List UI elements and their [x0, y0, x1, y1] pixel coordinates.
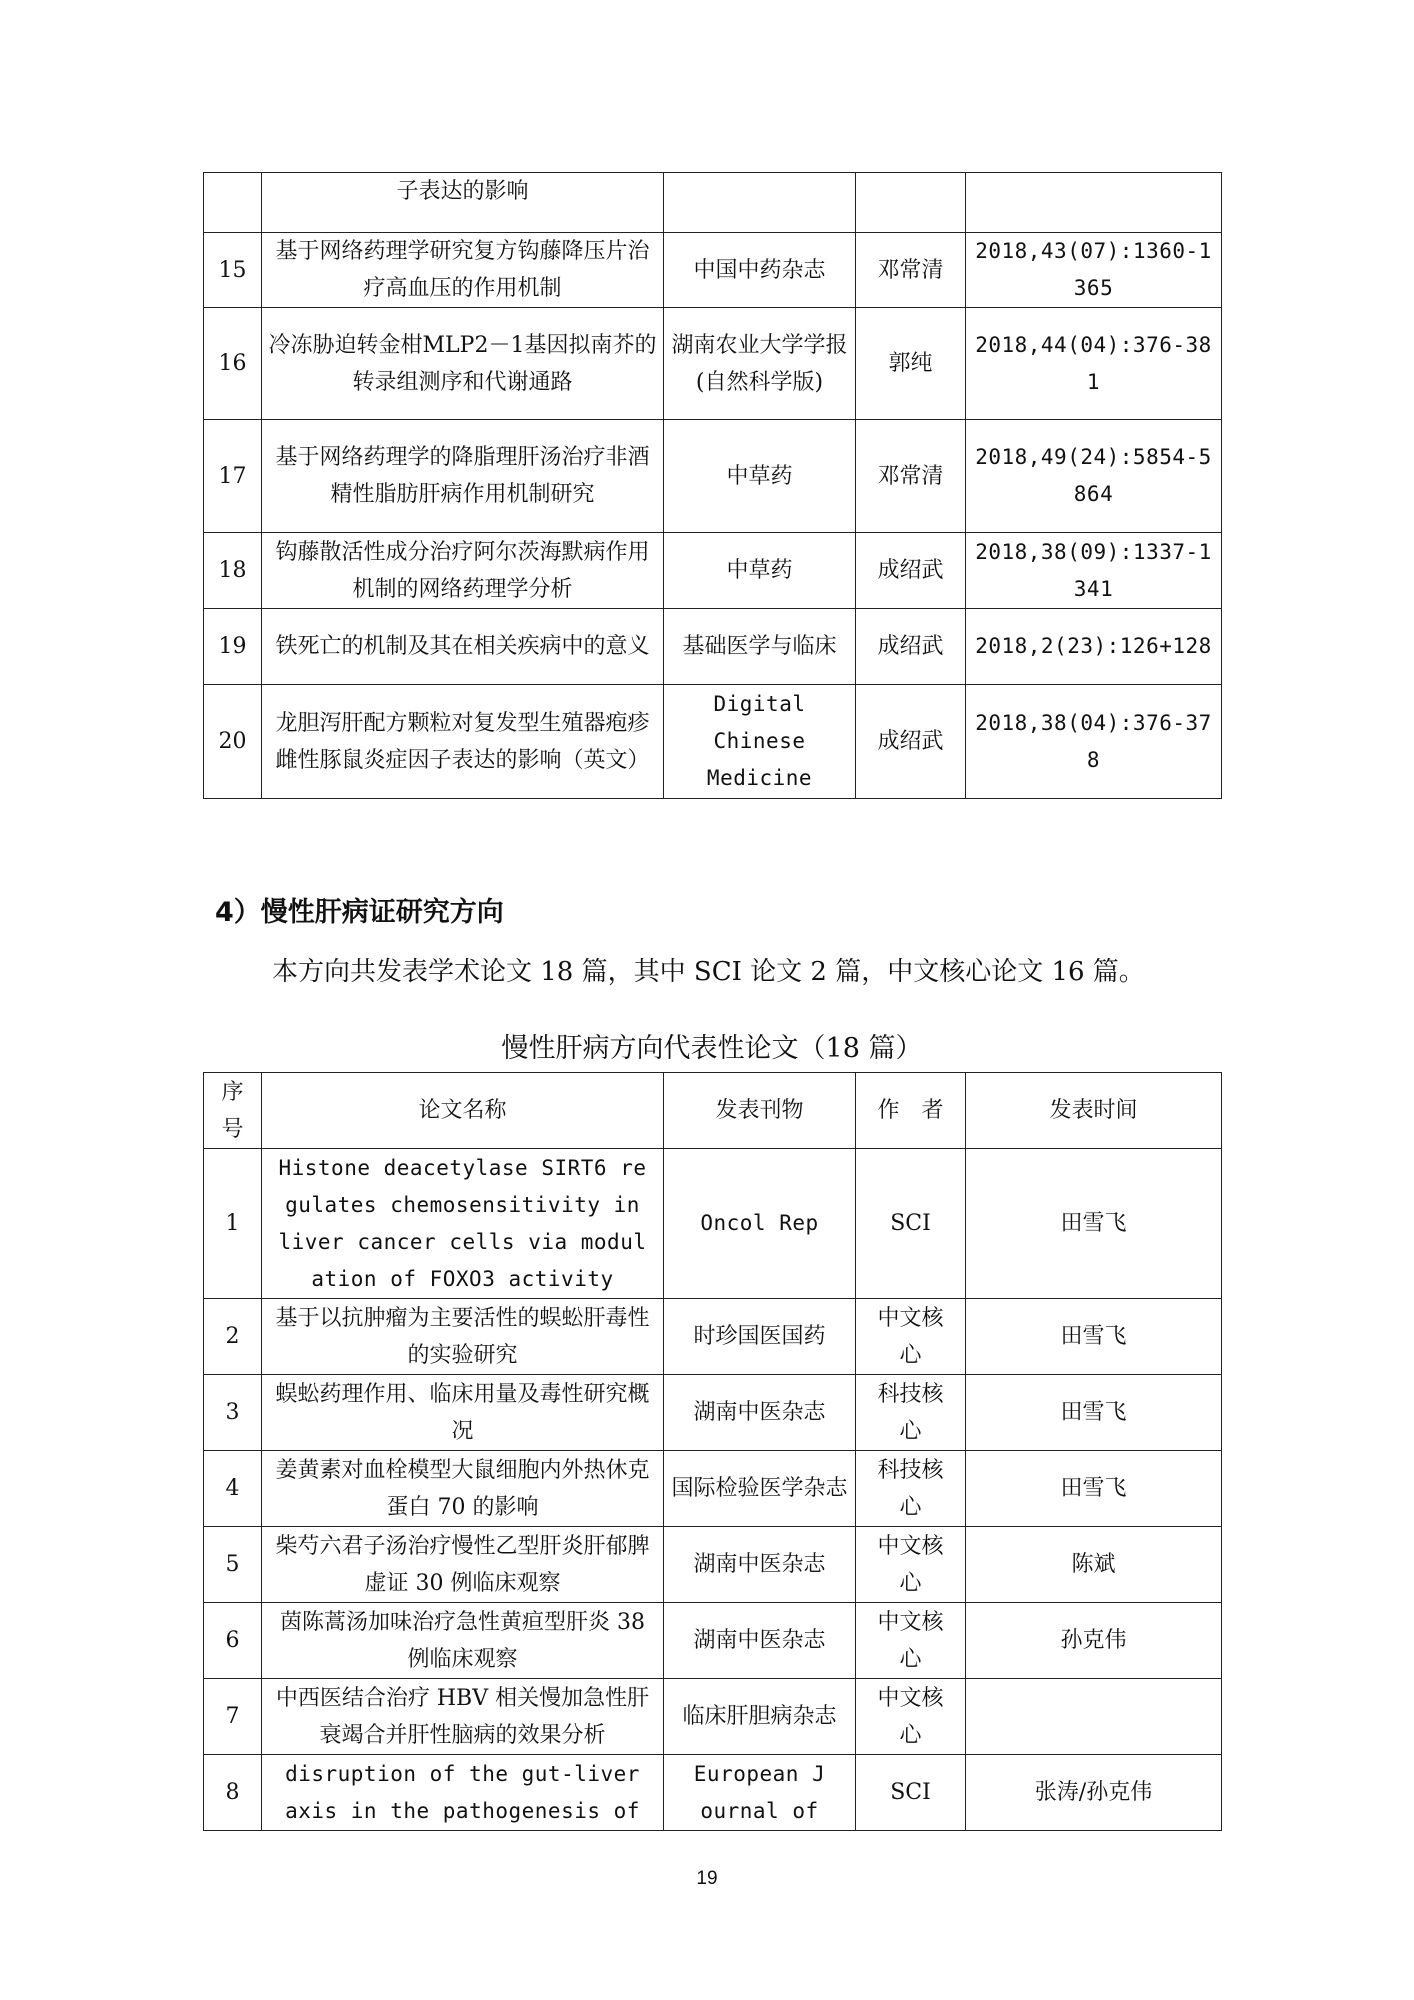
- papers-table-chronic-liver: [203, 1072, 1222, 1831]
- author: [856, 173, 966, 233]
- row-number: [204, 173, 262, 233]
- table-row: [204, 609, 1222, 685]
- author: 邓常清: [856, 420, 966, 533]
- journal: 中国中药杂志: [664, 233, 856, 308]
- index-level: 中文核心: [856, 1679, 966, 1755]
- row-number: 16: [204, 308, 262, 420]
- journal: 临床肝胆病杂志: [664, 1679, 856, 1755]
- journal: 中草药: [664, 420, 856, 533]
- author: 田雪飞: [966, 1375, 1222, 1451]
- table-row: [204, 233, 1222, 308]
- journal: 湖南中医杂志: [664, 1527, 856, 1603]
- row-number: 5: [204, 1527, 262, 1603]
- paper-title: 冷冻胁迫转金柑MLP2－1基因拟南芥的转录组测序和代谢通路: [262, 308, 664, 420]
- index-level: SCI: [856, 1149, 966, 1299]
- paper-title: Histone deacetylase SIRT6 regulates chemosensitivity in liver cancer cells via modulation of FOXO3 activity: [262, 1149, 664, 1299]
- page-number: 19: [696, 1868, 718, 1889]
- author: 成绍武: [856, 533, 966, 609]
- author: 成绍武: [856, 609, 966, 685]
- table-row: [204, 1299, 1222, 1375]
- header-journal: 发表刊物: [664, 1073, 856, 1149]
- papers-table-continued: [203, 172, 1222, 799]
- publish-date: 2018,38(04):376-378: [966, 685, 1222, 799]
- journal: European Journal of: [664, 1755, 856, 1831]
- paper-title: 龙胆泻肝配方颗粒对复发型生殖器疱疹雌性豚鼠炎症因子表达的影响（英文）: [262, 685, 664, 799]
- author: 陈斌: [966, 1527, 1222, 1603]
- paper-title: 柴芍六君子汤治疗慢性乙型肝炎肝郁脾虚证 30 例临床观察: [262, 1527, 664, 1603]
- paper-title: 基于网络药理学的降脂理肝汤治疗非酒精性脂肪肝病作用机制研究: [262, 420, 664, 533]
- author: 孙克伟: [966, 1603, 1222, 1679]
- row-number: 7: [204, 1679, 262, 1755]
- row-number: 6: [204, 1603, 262, 1679]
- index-level: 中文核心: [856, 1527, 966, 1603]
- author: 田雪飞: [966, 1149, 1222, 1299]
- table-row: [204, 308, 1222, 420]
- publish-date: 2018,44(04):376-381: [966, 308, 1222, 420]
- author: [966, 1679, 1222, 1755]
- row-number: 3: [204, 1375, 262, 1451]
- publish-date: 2018,49(24):5854-5864: [966, 420, 1222, 533]
- paper-title: 蜈蚣药理作用、临床用量及毒性研究概况: [262, 1375, 664, 1451]
- paper-title: 基于以抗肿瘤为主要活性的蜈蚣肝毒性的实验研究: [262, 1299, 664, 1375]
- paper-title: 基于网络药理学研究复方钩藤降压片治疗高血压的作用机制: [262, 233, 664, 308]
- author: 张涛/孙克伟: [966, 1755, 1222, 1831]
- table-row: [204, 1527, 1222, 1603]
- index-level: 中文核心: [856, 1603, 966, 1679]
- author: 邓常清: [856, 233, 966, 308]
- journal: 湖南农业大学学报(自然科学版): [664, 308, 856, 420]
- table-row: [204, 685, 1222, 799]
- journal: [664, 173, 856, 233]
- table-caption: 慢性肝病方向代表性论文（18 篇）: [501, 1033, 923, 1064]
- table-row: [204, 533, 1222, 609]
- row-number: 17: [204, 420, 262, 533]
- publish-date: 2018,2(23):126+128: [966, 609, 1222, 685]
- journal: 时珍国医国药: [664, 1299, 856, 1375]
- table-row: [204, 420, 1222, 533]
- paper-title: 钩藤散活性成分治疗阿尔茨海默病作用机制的网络药理学分析: [262, 533, 664, 609]
- paper-title: 子表达的影响: [262, 173, 664, 233]
- index-level: 科技核心: [856, 1375, 966, 1451]
- header-no: 序号: [204, 1073, 262, 1149]
- paper-title: disruption of the gut-liver axis in the pathogenesis of: [262, 1755, 664, 1831]
- header-title: 论文名称: [262, 1073, 664, 1149]
- publish-date: 2018,38(09):1337-1341: [966, 533, 1222, 609]
- index-level: 科技核心: [856, 1451, 966, 1527]
- section-summary: 本方向共发表学术论文 18 篇，其中 SCI 论文 2 篇，中文核心论文 16 篇。: [272, 957, 1145, 987]
- table-row: [204, 173, 1222, 233]
- author: 田雪飞: [966, 1451, 1222, 1527]
- index-level: SCI: [856, 1755, 966, 1831]
- paper-title: 中西医结合治疗 HBV 相关慢加急性肝衰竭合并肝性脑病的效果分析: [262, 1679, 664, 1755]
- publish-date: [966, 173, 1222, 233]
- index-level: 中文核心: [856, 1299, 966, 1375]
- paper-title: 茵陈蒿汤加味治疗急性黄疸型肝炎 38 例临床观察: [262, 1603, 664, 1679]
- row-number: 2: [204, 1299, 262, 1375]
- journal: 基础医学与临床: [664, 609, 856, 685]
- row-number: 4: [204, 1451, 262, 1527]
- table-header-row: [204, 1073, 1222, 1149]
- author: 成绍武: [856, 685, 966, 799]
- row-number: 1: [204, 1149, 262, 1299]
- journal: 中草药: [664, 533, 856, 609]
- paper-title: 姜黄素对血栓模型大鼠细胞内外热休克蛋白 70 的影响: [262, 1451, 664, 1527]
- table-row: [204, 1603, 1222, 1679]
- table-row: [204, 1149, 1222, 1299]
- journal: Digital Chinese Medicine: [664, 685, 856, 799]
- journal: 国际检验医学杂志: [664, 1451, 856, 1527]
- section-heading: 4）慢性肝病证研究方向: [215, 897, 504, 928]
- row-number: 8: [204, 1755, 262, 1831]
- journal: Oncol Rep: [664, 1149, 856, 1299]
- row-number: 20: [204, 685, 262, 799]
- publish-date: 2018,43(07):1360-1365: [966, 233, 1222, 308]
- row-number: 18: [204, 533, 262, 609]
- journal: 湖南中医杂志: [664, 1375, 856, 1451]
- journal: 湖南中医杂志: [664, 1603, 856, 1679]
- row-number: 15: [204, 233, 262, 308]
- table-row: [204, 1679, 1222, 1755]
- author: 郭纯: [856, 308, 966, 420]
- paper-title: 铁死亡的机制及其在相关疾病中的意义: [262, 609, 664, 685]
- table-row: [204, 1375, 1222, 1451]
- row-number: 19: [204, 609, 262, 685]
- table-row: [204, 1755, 1222, 1831]
- author: 田雪飞: [966, 1299, 1222, 1375]
- header-level: 作 者: [856, 1073, 966, 1149]
- header-author: 发表时间: [966, 1073, 1222, 1149]
- table-row: [204, 1451, 1222, 1527]
